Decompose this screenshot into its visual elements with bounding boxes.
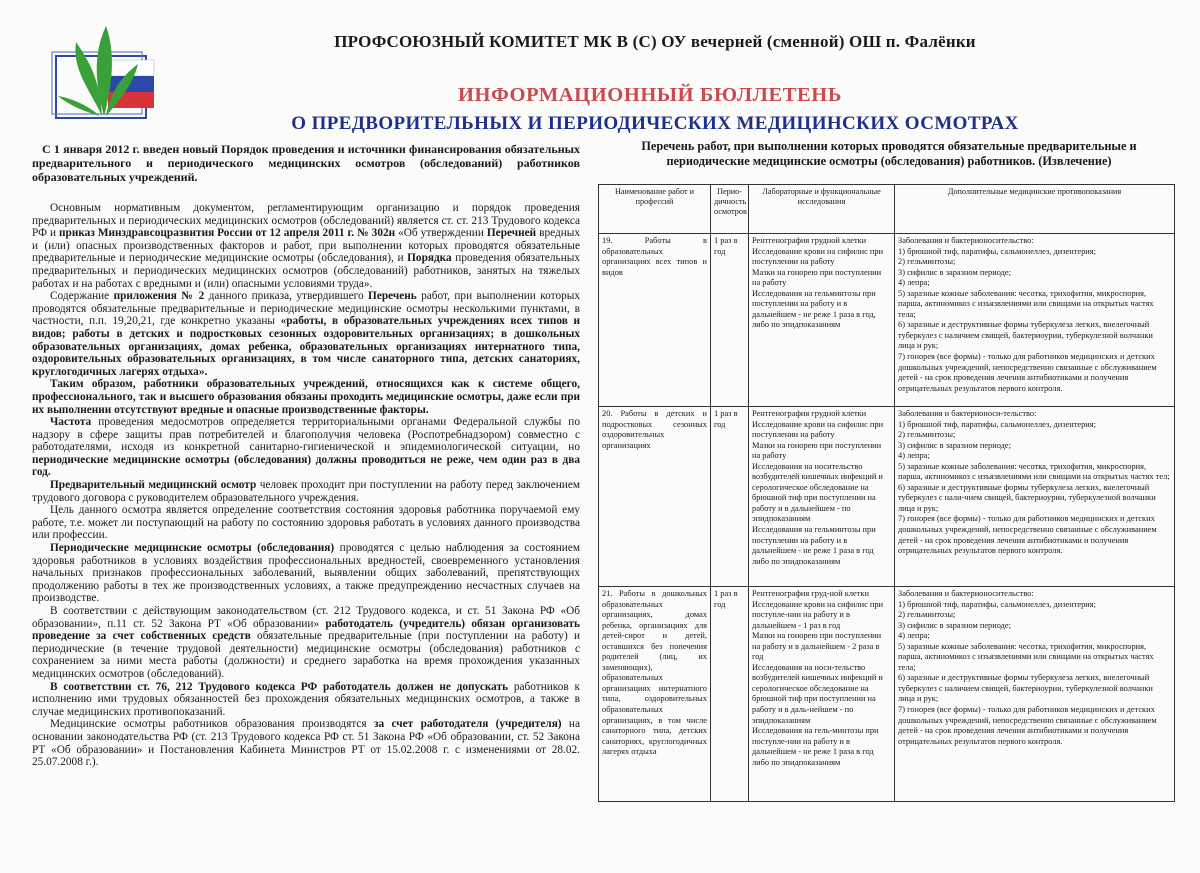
period-cell: 1 раз в год: [711, 587, 749, 802]
contraindications-cell: Заболевания и бактерионоси-тельство: 1) брюшной тиф, паратифы, сальмонеллез, дизентерия; 2) гельминтозы; 3) сифилис в заразном периоде; 4) лепра; 5) заразные кожные заболевания: чесотка, трихофития, микроспория, парша, актиномикоз с изъязвлениями или свищами на открытых частях тел; 6) заразные и деструктивные формы туберкулеза легких, внелегочный туберкулез с нали-чием свищей, бактериоурии, туберкулезной волчанки лица и рук; 7) гонорея (все формы) - только для работников медицинских и детских дошкольных учреждений, непосредственно связанные с обслуживанием детей - на срок проведения лечения антибиотиками и получения отрицательных результатов первого контроля.: [895, 407, 1175, 587]
labs-cell: Рентгенография груд-ной клетки Исследование крови на сифилис при поступле-нии на работу и в дальнейшем - 1 раз в год Мазки на гонорею при поступлении на работу и в дальнейшем - 2 раза в год Исследования на носи-тельство возбудителей кишечных инфекций и серологическое обследование на брюшной тиф при поступлении на работу и в даль-нейшем - по эпидпоказаниям Исследования на гель-минтозы при поступле-нии на работу и в дальнейшем - не реже 1 раза в год либо по эпидпоказаниям: [749, 587, 895, 802]
union-logo: [50, 20, 160, 124]
work-cell: 20. Работы в детских и подростковых сезонных оздоровительных организациях: [599, 407, 711, 587]
column-header: Лабораторные и функциональные исследования: [749, 185, 895, 234]
lead-paragraph: С 1 января 2012 г. введен новый Порядок проведения и источники финансирования обязательных предварительного и периодического медицинских осмотров (обследований) работников образовательных учреждений.: [32, 142, 580, 184]
work-cell: 21. Работы в дошкольных образовательных организациях, домах ребенка, организациях для детей-сирот и детей, оставшихся без попечения родителей (лиц, их заменяющих), образовательных организациях интернатного типа, оздоровительных образовательных организациях, в том числе санаторного типа, детских санаториях, круглогодичных лагерях отдыха: [599, 587, 711, 802]
contraindications-cell: Заболевания и бактерионосительство: 1) брюшной тиф, паратифы, сальмонеллез, дизентерия; 2) гельминтозы; 3) сифилис в заразном периоде; 4) лепра; 5) заразные кожные заболевания: чесотка, трихофития, микроспория, парша, актиномикоз с изъязвлениями или свищами на открытых частях тела; 6) заразные и деструктивные формы туберкулеза легких, внелегочный туберкулез с наличием свищей, бактериоурии, туберкулезной волчанки лица и рук; 7) гонорея (все формы) - только для работников медицинских и детских дошкольных учреждений, непосредственно связанные с обслуживанием детей - на срок проведения лечения антибиотиками и получения отрицательных результатов первого контроля.: [895, 587, 1175, 802]
table-heading: Перечень работ, при выполнении которых проводятся обязательные предварительные и периодические медицинские осмотры (обследования) работников. (Извлечение): [641, 139, 1137, 168]
paragraph-periodic: Периодические медицинские осмотры (обследования) проводятся с целью наблюдения за состоянием здоровья работников в условиях воздействия профессиональных вредностей, своевременного установления начальных признаков профессиональных заболеваний, выявлении общих заболеваний, препятствующих продолжению работы в тех же производственных условиях, а также предупреждению несчастных случаев на производстве.: [32, 542, 580, 605]
paragraph-preliminary: Предварительный медицинский осмотр человек проходит при поступлении на работу перед заключением трудового договора с руководителем образовательного учреждения.: [32, 479, 580, 504]
left-article: [32, 142, 580, 769]
paragraph-appendix: Содержание приложения № 2 данного приказа, утвердившего Перечень работ, при выполнении которых проводятся обязательные предварительные и периодические медицинские осмотры несколькими пунктами, в частности, п.п. 19,20,21, где конкретно указаны «работы, в образовательных учреждениях всех типов и видов; работы в детских и подростковых сезонных оздоровительных организациях; в дошкольных образовательных организациях, домах ребенка, образовательных организациях интернатного типа, оздоровительных образовательных организациях, в том числе санаторного типа, детских санаториях, круглогодичных лагерях отдыха».: [32, 290, 580, 378]
column-header: Наименование работ и профессий: [599, 185, 711, 234]
paragraph-regulation: Основным нормативным документом, регламентирующим организацию и порядок проведения предварительных и периодических медицинских осмотров (обследований) является ст. ст. 213 Трудового кодекса РФ и приказ Минздравсоцразвития России от 12 апреля 2011 г. № 302н «Об утверждении Перечней вредных и (или) опасных производственных факторов и работ, при выполнении которых проводятся обязательные предварительные и периодические медицинские осмотры (обследования), и Порядка проведения обязательных предварительных и периодических медицинских осмотров (обследований) работников, занятых на тяжелых работах и на работах с вредными и (или) опасными условиями труда».: [32, 202, 580, 290]
paragraph-employer-duty: В соответствии с действующим законодательством (ст. 212 Трудового кодекса, и ст. 51 Закона РФ «Об образовании», п.11 ст. 52 Закона РТ «Об образовании» работодатель (учредитель) обязан организовать проведение за счет собственных средств обязательные предварительные (при поступлении на работу) и периодические (в течение трудовой деятельности) медицинские осмотры (обследования) работников с сохранением за ними места работы (должности) и среднего заработка на время прохождения указанных медицинских осмотров (обследований).: [32, 605, 580, 680]
bulletin-subtitle: О ПРЕДВОРИТЕЛЬНЫХ И ПЕРИОДИЧЕСКИХ МЕДИЦИНСКИХ ОСМОТРАХ: [291, 113, 1019, 134]
labs-cell: Рентгенография грудной клетки Исследование крови на сифилис при поступлении на работу Мазки на гонорею при поступлении на работу Исследования на гельминтозы при поступлении на работу и в дальнейшем - не реже 1 раза в год, либо по эпидпоказаниям: [749, 234, 895, 407]
labs-cell: Рентгенография грудной клетки Исследование крови на сифилис при поступлении на работу Мазки на гонорею при поступлении на работу Исследования на носительство возбудителей кишечных инфекций и серологическое обследование на брюшной тиф при поступлении на работу и в дальнейшем - по эпидпоказаниям Исследования на гельминтозы при поступлении на работу и в дальнейшем - не реже 1 раза в год либо по эпидпоказаниям: [749, 407, 895, 587]
paragraph-conclusion: Таким образом, работники образовательных учреждений, относящихся как к системе общего, профессионального, так и высшего образования обязаны проходить медицинские осмотры, даже если при их выполнении отсутствуют вредные и опасные производственные факторы.: [32, 378, 580, 416]
paragraph-purpose: Цель данного осмотра является определение соответствия состояния здоровья работника поручаемой ему работе, т.е. может ли поступающий на работу по состоянию здоровья работать в условиях данного производства или профессии.: [32, 504, 580, 542]
table-row: [599, 234, 1175, 407]
work-cell: 19. Работы в образовательных организациях всех типов и видов: [599, 234, 711, 407]
paragraph-not-admit: В соответствии ст. 76, 212 Трудового кодекса РФ работодатель должен не допускать работников к исполнению ими трудовых обязанностей без прохождения обязательных медицинских осмотров, а также в случае медицинских противопоказаний.: [32, 680, 580, 718]
bulletin-title: ИНФОРМАЦИОННЫЙ БЮЛЛЕТЕНЬ: [458, 84, 842, 106]
table-row: [599, 587, 1175, 802]
medical-exams-table: [598, 184, 1175, 802]
column-header: Дополнительные медицинские противопоказания: [895, 185, 1175, 234]
paragraph-funding: Медицинские осмотры работников образования производятся за счет работодателя (учредителя) на основании законодательства РФ (ст. 213 Трудового кодекса РФ ст. 51 Закона РФ «Об образовании, ст. 52 Закона РТ «Об образовании» и Постановления Кабинета Министров РТ от 15.02.2008 г. с изменениями от 28.02. 25.07.2008 г.).: [32, 718, 580, 769]
table-header-row: [599, 185, 1175, 234]
paragraph-frequency: Частота проведения медосмотров определяется территориальными органами Федеральной службы по надзору в сфере защиты прав потребителей и благополучия человека (Роспотребнадзором) совместно с работодателями, исходя из конкретной санитарно-гигиенической и эпидемиологической ситуации, но периодические медицинские осмотры (обследования) должны проводиться не реже, чем один раз в два год.: [32, 416, 580, 479]
period-cell: 1 раз в год: [711, 234, 749, 407]
organization-title: ПРОФСОЮЗНЫЙ КОМИТЕТ МК В (С) ОУ вечерней (сменной) ОШ п. Фалёнки: [334, 32, 976, 51]
column-header: Перио- дичность осмотров: [711, 185, 749, 234]
table-row: [599, 407, 1175, 587]
period-cell: 1 раз в год: [711, 407, 749, 587]
contraindications-cell: Заболевания и бактерионосительство: 1) брюшной тиф, паратифы, сальмонеллез, дизентерия; 2) гельминтозы; 3) сифилис в заразном периоде; 4) лепра; 5) заразные кожные заболевания: чесотка, трихофития, микроспория, парша, актиномикоз с изъязвлениями или свищами на открытых частях тела; 6) заразные и деструктивные формы туберкулеза легких, внелегочный туберкулез с наличием свищей, бактериоурии, туберкулезной волчанки лица и рук; 7) гонорея (все формы) - только для работников медицинских и детских дошкольных учреждений, непосредственно связанные с обслуживанием детей - на срок проведения лечения антибиотиками и получения отрицательных результатов первого контроля.: [895, 234, 1175, 407]
